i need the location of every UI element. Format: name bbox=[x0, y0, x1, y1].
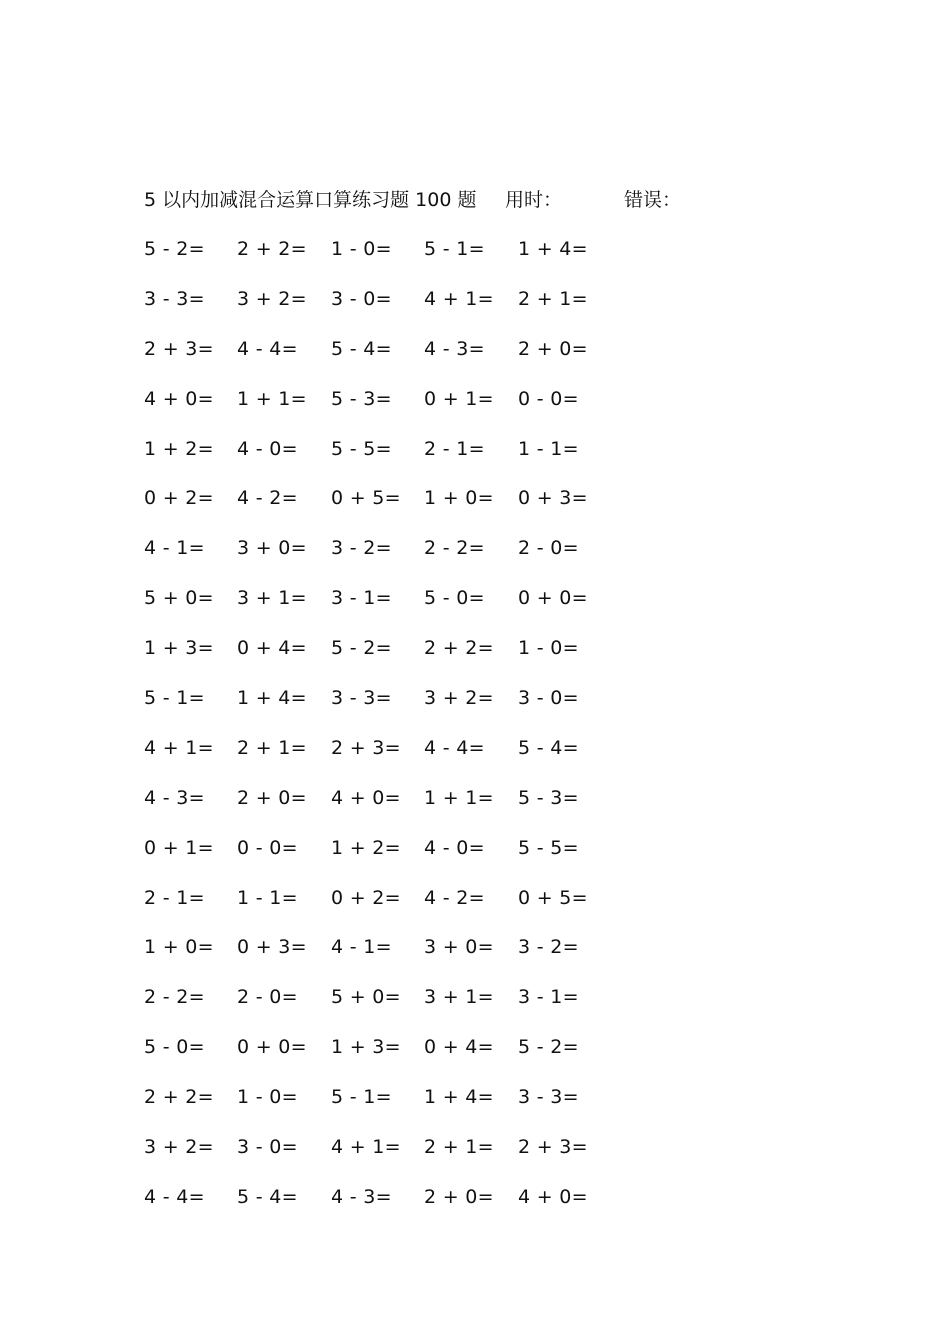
arithmetic-problem: 5 + 0= bbox=[144, 587, 214, 610]
arithmetic-problem: 2 + 3= bbox=[331, 736, 401, 759]
arithmetic-problem: 5 + 0= bbox=[331, 986, 401, 1009]
arithmetic-problem: 0 + 2= bbox=[331, 886, 401, 909]
arithmetic-problem: 0 + 5= bbox=[331, 487, 401, 510]
arithmetic-problem: 4 + 1= bbox=[424, 287, 494, 310]
arithmetic-problem: 4 + 1= bbox=[144, 736, 214, 759]
arithmetic-problem: 5 - 4= bbox=[237, 1185, 298, 1208]
arithmetic-problem: 5 - 4= bbox=[518, 736, 579, 759]
problem-row bbox=[144, 584, 624, 634]
problem-row bbox=[144, 884, 624, 934]
arithmetic-problem: 3 + 2= bbox=[237, 287, 307, 310]
arithmetic-problem: 5 - 1= bbox=[424, 238, 485, 260]
arithmetic-problem: 4 - 0= bbox=[237, 437, 298, 460]
arithmetic-problem: 3 + 1= bbox=[424, 986, 494, 1009]
arithmetic-problem: 3 + 1= bbox=[237, 587, 307, 610]
arithmetic-problem: 3 + 0= bbox=[237, 537, 307, 560]
arithmetic-problem: 2 - 2= bbox=[424, 537, 485, 560]
arithmetic-problem: 0 + 3= bbox=[237, 936, 307, 959]
arithmetic-problem: 4 - 4= bbox=[237, 337, 298, 360]
arithmetic-problem: 4 - 4= bbox=[144, 1185, 205, 1208]
arithmetic-problem: 3 - 0= bbox=[237, 1136, 298, 1159]
arithmetic-problem: 2 + 3= bbox=[518, 1136, 588, 1159]
arithmetic-problem: 1 - 0= bbox=[237, 1086, 298, 1109]
arithmetic-problem: 3 + 2= bbox=[424, 687, 494, 710]
arithmetic-problem: 5 - 2= bbox=[518, 1036, 579, 1059]
arithmetic-problem: 0 + 5= bbox=[518, 886, 588, 909]
worksheet-header bbox=[144, 186, 764, 214]
arithmetic-problem: 2 - 0= bbox=[518, 537, 579, 560]
arithmetic-problem: 2 + 2= bbox=[144, 1086, 214, 1109]
worksheet-title: 5 以内加减混合运算口算练习题 100 题 bbox=[144, 189, 477, 211]
problem-row bbox=[144, 484, 624, 534]
problem-row bbox=[144, 734, 624, 784]
arithmetic-problem: 5 - 3= bbox=[518, 786, 579, 809]
arithmetic-problem: 1 + 1= bbox=[237, 387, 307, 410]
arithmetic-problem: 1 + 2= bbox=[144, 437, 214, 460]
arithmetic-problem: 2 + 0= bbox=[237, 786, 307, 809]
arithmetic-problem: 3 - 2= bbox=[331, 537, 392, 560]
arithmetic-problem: 4 - 3= bbox=[424, 337, 485, 360]
problem-row bbox=[144, 1133, 624, 1183]
problem-row bbox=[144, 1183, 624, 1233]
arithmetic-problem: 4 - 4= bbox=[424, 736, 485, 759]
arithmetic-problem: 1 + 3= bbox=[331, 1036, 401, 1059]
problem-row bbox=[144, 534, 624, 584]
arithmetic-problem: 2 + 2= bbox=[237, 238, 307, 260]
arithmetic-problem: 5 - 5= bbox=[331, 437, 392, 460]
problem-row bbox=[144, 1033, 624, 1083]
arithmetic-problem: 4 - 3= bbox=[144, 786, 205, 809]
problem-row bbox=[144, 335, 624, 385]
arithmetic-problem: 4 + 0= bbox=[518, 1185, 588, 1208]
arithmetic-problem: 1 + 0= bbox=[424, 487, 494, 510]
arithmetic-problem: 3 - 3= bbox=[144, 287, 205, 310]
arithmetic-problem: 4 + 0= bbox=[331, 786, 401, 809]
arithmetic-problem: 2 + 1= bbox=[518, 287, 588, 310]
arithmetic-problem: 3 - 1= bbox=[518, 986, 579, 1009]
arithmetic-problem: 3 - 0= bbox=[518, 687, 579, 710]
time-used-label: 用时： bbox=[505, 189, 563, 211]
arithmetic-problem: 0 + 2= bbox=[144, 487, 214, 510]
problem-row bbox=[144, 435, 624, 485]
problem-row bbox=[144, 285, 624, 335]
arithmetic-problem: 1 - 1= bbox=[518, 437, 579, 460]
arithmetic-problem: 5 - 4= bbox=[331, 337, 392, 360]
arithmetic-problem: 5 - 1= bbox=[331, 1086, 392, 1109]
problem-row bbox=[144, 1083, 624, 1133]
arithmetic-problem: 1 - 1= bbox=[237, 886, 298, 909]
arithmetic-problem: 0 + 3= bbox=[518, 487, 588, 510]
arithmetic-problem: 0 + 1= bbox=[424, 387, 494, 410]
arithmetic-problem: 2 + 1= bbox=[424, 1136, 494, 1159]
arithmetic-problem: 2 + 0= bbox=[424, 1185, 494, 1208]
problem-row bbox=[144, 385, 624, 435]
arithmetic-problem: 3 + 2= bbox=[144, 1136, 214, 1159]
problem-row bbox=[144, 235, 624, 285]
arithmetic-problem: 4 - 0= bbox=[424, 836, 485, 859]
arithmetic-problem: 2 + 2= bbox=[424, 637, 494, 660]
arithmetic-problem: 5 - 1= bbox=[144, 687, 205, 710]
arithmetic-problem: 5 - 0= bbox=[424, 587, 485, 610]
problem-row bbox=[144, 983, 624, 1033]
arithmetic-problem: 5 - 3= bbox=[331, 387, 392, 410]
problem-row bbox=[144, 684, 624, 734]
arithmetic-problem: 4 - 1= bbox=[144, 537, 205, 560]
arithmetic-problem: 4 - 2= bbox=[237, 487, 298, 510]
problem-row bbox=[144, 784, 624, 834]
arithmetic-problem: 1 + 4= bbox=[424, 1086, 494, 1109]
arithmetic-problem: 2 - 1= bbox=[144, 886, 205, 909]
arithmetic-problem: 1 + 1= bbox=[424, 786, 494, 809]
arithmetic-problem: 5 - 2= bbox=[331, 637, 392, 660]
arithmetic-problem: 2 - 2= bbox=[144, 986, 205, 1009]
problem-grid bbox=[144, 235, 624, 1233]
arithmetic-problem: 3 - 1= bbox=[331, 587, 392, 610]
arithmetic-problem: 5 - 2= bbox=[144, 238, 205, 260]
arithmetic-problem: 2 - 1= bbox=[424, 437, 485, 460]
arithmetic-problem: 1 - 0= bbox=[331, 238, 392, 260]
arithmetic-problem: 0 + 1= bbox=[144, 836, 214, 859]
arithmetic-problem: 1 - 0= bbox=[518, 637, 579, 660]
arithmetic-problem: 1 + 3= bbox=[144, 637, 214, 660]
arithmetic-problem: 3 + 0= bbox=[424, 936, 494, 959]
arithmetic-problem: 4 - 1= bbox=[331, 936, 392, 959]
arithmetic-problem: 4 - 3= bbox=[331, 1185, 392, 1208]
arithmetic-problem: 1 + 2= bbox=[331, 836, 401, 859]
arithmetic-problem: 0 + 0= bbox=[237, 1036, 307, 1059]
arithmetic-problem: 2 - 0= bbox=[237, 986, 298, 1009]
problem-row bbox=[144, 834, 624, 884]
arithmetic-problem: 3 - 2= bbox=[518, 936, 579, 959]
arithmetic-problem: 3 - 0= bbox=[331, 287, 392, 310]
arithmetic-problem: 5 - 0= bbox=[144, 1036, 205, 1059]
problem-row bbox=[144, 933, 624, 983]
arithmetic-problem: 3 - 3= bbox=[331, 687, 392, 710]
arithmetic-problem: 5 - 5= bbox=[518, 836, 579, 859]
arithmetic-problem: 0 - 0= bbox=[237, 836, 298, 859]
errors-label: 错误： bbox=[624, 189, 682, 211]
problem-row bbox=[144, 634, 624, 684]
arithmetic-problem: 2 + 0= bbox=[518, 337, 588, 360]
arithmetic-problem: 1 + 4= bbox=[518, 238, 588, 260]
arithmetic-problem: 0 + 4= bbox=[237, 637, 307, 660]
arithmetic-problem: 3 - 3= bbox=[518, 1086, 579, 1109]
arithmetic-problem: 4 + 0= bbox=[144, 387, 214, 410]
arithmetic-problem: 2 + 3= bbox=[144, 337, 214, 360]
arithmetic-problem: 1 + 0= bbox=[144, 936, 214, 959]
arithmetic-problem: 4 + 1= bbox=[331, 1136, 401, 1159]
arithmetic-problem: 0 + 0= bbox=[518, 587, 588, 610]
arithmetic-problem: 1 + 4= bbox=[237, 687, 307, 710]
arithmetic-problem: 2 + 1= bbox=[237, 736, 307, 759]
arithmetic-problem: 0 + 4= bbox=[424, 1036, 494, 1059]
arithmetic-problem: 4 - 2= bbox=[424, 886, 485, 909]
arithmetic-problem: 0 - 0= bbox=[518, 387, 579, 410]
